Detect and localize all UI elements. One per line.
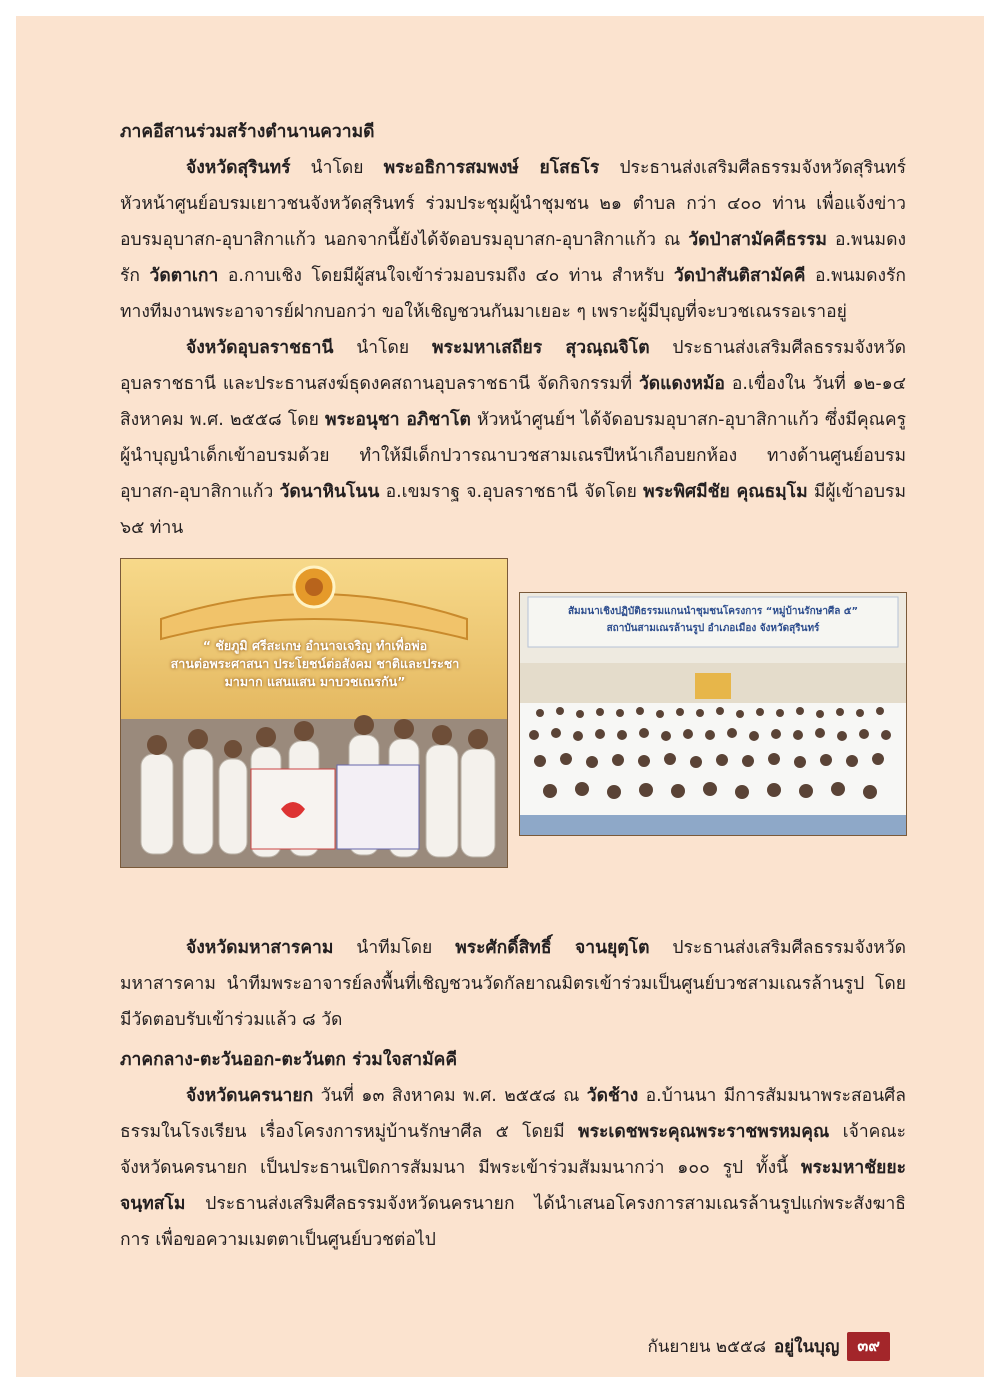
text-run: อ.เขมราฐ จ.อุบลราชธานี จัดโดย: [379, 482, 644, 502]
article-body: [120, 114, 906, 1258]
text-run: วันที่ ๑๓ สิงหาคม พ.ศ. ๒๕๕๘ ณ: [313, 1086, 587, 1106]
bold-run: วัดตาเกา: [149, 266, 219, 286]
seminar-photo: [519, 592, 907, 836]
text-run: หัวหน้าศูนย์ฯ ได้จัดอบรมอุบาสก-อุบาสิกาแก้ว ซึ่งมีคุณครูผู้นำบุญนำเด็กเข้าอบรมด้วย ทำให้มีเด็กปวารณาบวชสามเณรปีหน้าเกือบยกห้อง ทางด้านศูนย์อบรมอุบาสก-อุบาสิกาแก้ว: [120, 410, 906, 502]
bold-run: พระอธิการสมพงษ์ ยโสธโร: [383, 158, 600, 178]
text-run: ประธานส่งเสริมศีลธรรมจังหวัดมหาสารคาม นำทีมพระอาจารย์ลงพื้นที่เชิญชวนวัดกัลยาณมิตรเข้าร่วมเป็นศูนย์บวชสามเณรล้านรูป โดยมีวัดตอบรับเข้าร่วมแล้ว ๘ วัด: [120, 938, 906, 1030]
magazine-name: อยู่ในบุญ: [773, 1337, 840, 1357]
text-run: นำโดย: [333, 338, 433, 358]
text-run: มีผู้เข้าอบรม ๖๕ ท่าน: [120, 482, 906, 538]
seminar-banner-line2: สถาบันสามเณรล้านรูป อำเภอเมือง จังหวัดสุรินทร์: [606, 623, 820, 634]
section-heading-isan: ภาคอีสานร่วมสร้างตำนานความดี: [120, 122, 375, 142]
section-heading-central: ภาคกลาง-ตะวันออก-ตะวันตก ร่วมใจสามัคคี: [120, 1050, 458, 1070]
bold-run: จังหวัดอุบลราชธานี: [186, 338, 334, 358]
text-run: อ.พนมดงรัก: [120, 230, 906, 286]
bold-run: พระมหาชัยยะ จนฺทสโม: [120, 1158, 906, 1214]
page-number-badge: ๓๙: [847, 1332, 890, 1361]
bold-run: จังหวัดมหาสารคาม: [186, 938, 334, 958]
paragraph-surin: [120, 150, 906, 330]
page-footer: [648, 1332, 891, 1361]
photo-row: [120, 558, 906, 922]
text-run: ประธานส่งเสริมศีลธรรมจังหวัดสุรินทร์ หัวหน้าศูนย์อบรมเยาวชนจังหวัดสุรินทร์ ร่วมประชุมผู้นำชุมชน ๒๑ ตำบล กว่า ๔๐๐ ท่าน เพื่อแจ้งข่าวอบรมอุบาสก-อุบาสิกาแก้ว นอกจากนี้ยังได้จัดอบรมอุบาสก-อุบาสิกาแก้ว ณ: [120, 158, 906, 250]
bold-run: วัดป่าสันติสามัคคี: [673, 266, 806, 286]
bold-run: พระศักดิ์สิทธิ์ จานยุตฺโต: [455, 938, 650, 958]
text-run: อ.พนมดงรัก ทางทีมงานพระอาจารย์ฝากบอกว่า ขอให้เชิญชวนกันมาเยอะ ๆ เพราะผู้มีบุญที่จะบวชเณรรอเราอยู่: [120, 266, 907, 322]
bold-run: พระพิศมีชัย คุณธมฺโม: [643, 482, 808, 502]
bold-run: จังหวัดสุรินทร์: [186, 158, 291, 178]
bold-run: พระมหาเสถียร สุวณฺณจิโต: [432, 338, 650, 358]
bold-run: วัดแดงหม้อ: [638, 374, 725, 394]
text-run: เจ้าคณะจังหวัดนครนายก เป็นประธานเปิดการสัมมนา มีพระเข้าร่วมสัมมนากว่า ๑๐๐ รูป ทั้งนี้: [120, 1122, 906, 1178]
group-photo-illustration: [121, 559, 507, 867]
banner-text-line3: มามาก แสนแสน มาบวชเณรกัน”: [224, 674, 406, 689]
banner-text-line2: สานต่อพระศาสนา ประโยชน์ต่อสังคม ชาติและประชา: [170, 656, 460, 671]
text-run: อ.เขื่องใน วันที่ ๑๒-๑๔ สิงหาคม พ.ศ. ๒๕๕๘ โดย: [120, 374, 906, 430]
text-run: อ.กาบเชิง โดยมีผู้สนใจเข้าร่วมอบรมถึง ๔๐ ท่าน สำหรับ: [218, 266, 674, 286]
magazine-page: [16, 16, 984, 1377]
bold-run: พระเดชพระคุณพระราชพรหมคุณ: [578, 1122, 830, 1142]
text-run: นำโดย: [290, 158, 384, 178]
bold-run: วัดช้าง: [586, 1086, 639, 1106]
bold-run: พระอนุชา อภิชาโต: [325, 410, 471, 430]
paragraph-nakhonnayok: [120, 1078, 906, 1258]
issue-date: กันยายน ๒๕๕๘: [647, 1337, 766, 1357]
paragraph-mahasarakham: [120, 930, 906, 1038]
bold-run: วัดนาหินโนน: [279, 482, 380, 502]
bold-run: จังหวัดนครนายก: [186, 1086, 314, 1106]
seminar-banner-line1: สัมมนาเชิงปฏิบัติธรรมแกนนำชุมชนโครงการ “หมู่บ้านรักษาศีล ๕”: [567, 606, 859, 617]
bold-run: วัดป่าสามัคคีธรรม: [688, 230, 827, 250]
text-run: นำทีมโดย: [333, 938, 456, 958]
text-run: ประธานส่งเสริมศีลธรรมจังหวัดนครนายก ได้นำเสนอโครงการสามเณรล้านรูปแก่พระสังฆาธิการ เพื่อขอความเมตตาเป็นศูนย์บวชต่อไป: [120, 1194, 906, 1250]
paragraph-ubon: [120, 330, 906, 546]
text-run: อ.บ้านนา มีการสัมมนาพระสอนศีลธรรมในโรงเรียน เรื่องโครงการหมู่บ้านรักษาศีล ๕ โดยมี: [120, 1086, 906, 1142]
banner-text-line1: “ ชัยภูมิ ศรีสะเกษ อำนาจเจริญ ทำเพื่อพ่อ: [202, 638, 428, 653]
group-photo-banner: [120, 558, 508, 868]
text-run: ประธานส่งเสริมศีลธรรมจังหวัดอุบลราชธานี และประธานสงฆ์ธุดงคสถานอุบลราชธานี จัดกิจกรรมที่: [120, 338, 907, 394]
